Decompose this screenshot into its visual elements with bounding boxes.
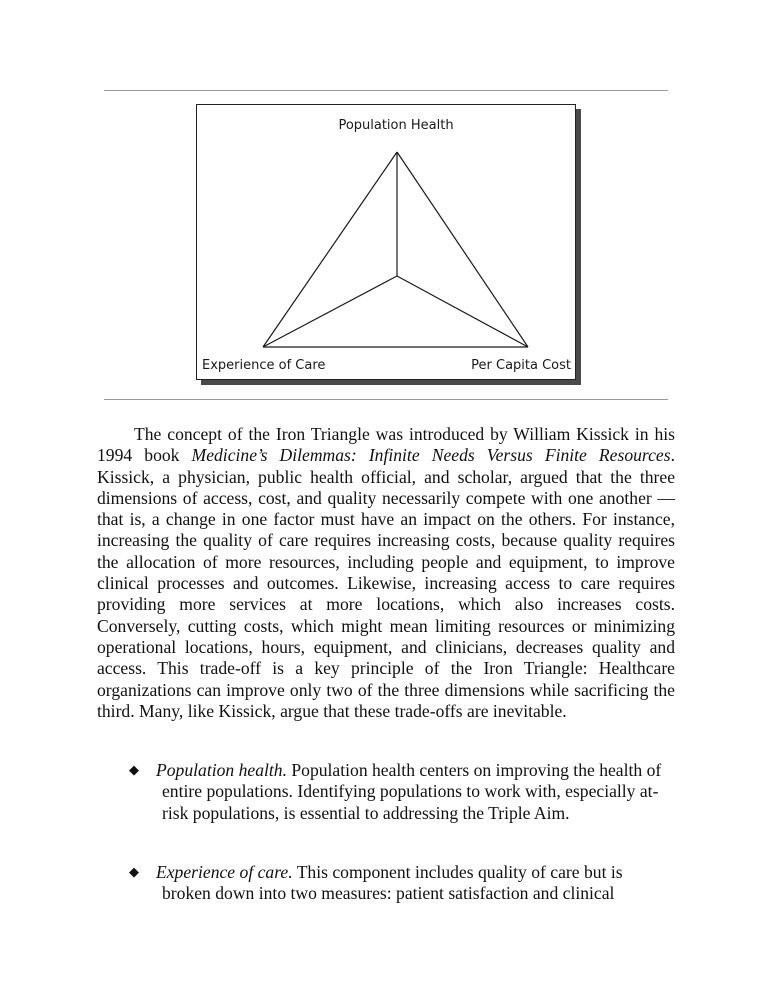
body-paragraph bbox=[97, 424, 675, 722]
bullet-description: This component includes quality of care but is broken down into two measures: patient satisfaction and clinical bbox=[162, 862, 623, 904]
bullet-population-health bbox=[129, 760, 674, 824]
triangle-edge-left bbox=[263, 152, 397, 347]
diamond-bullet-icon: ◆ bbox=[129, 865, 139, 880]
bullet-term: Population health. bbox=[156, 760, 287, 780]
paragraph-rest: . Kissick, a physician, public health official, and scholar, argued that the three dimensions of access, cost, and quality necessarily compete with one another —that is, a change in one factor must have an impact on the others. For instance, increasing the quality of care requires increasing costs, because quality requires the allocation of more resources, including people and equipment, to improve clinical processes and outcomes. Likewise, increasing access to care requires providing more services at more locations, which also increases costs. Conversely, cutting costs, which might mean limiting resources or minimizing operational locations, hours, equipment, and clinicians, decreases quality and access. This trade-off is a key principle of the Iron Triangle: Healthcare organizations can improve only two of the three dimensions while sacrificing the third. Many, like Kissick, argue that these trade-offs are inevitable. bbox=[97, 445, 675, 721]
paragraph-lead: The concept of the Iron Triangle was introduced by William Kissick in his 1994 book bbox=[97, 424, 675, 466]
spoke-left bbox=[263, 276, 397, 347]
diamond-bullet-icon: ◆ bbox=[129, 763, 139, 778]
bullet-text bbox=[129, 760, 674, 824]
spoke-right bbox=[397, 276, 528, 347]
bullet-description: Population health centers on improving the health of entire populations. Identifying populations to work with, especially at-risk populations, is essential to addressing the Triple Aim. bbox=[162, 760, 662, 823]
top-divider bbox=[104, 90, 668, 91]
bottom-divider bbox=[104, 399, 668, 400]
book-title: Medicine’s Dilemmas: Infinite Needs Versus Finite Resources bbox=[191, 445, 671, 466]
triangle-edge-right bbox=[397, 152, 528, 347]
label-population-health: Population Health bbox=[338, 118, 454, 133]
label-experience-of-care: Experience of Care bbox=[202, 358, 326, 373]
bullet-term: Experience of care. bbox=[156, 862, 293, 882]
triangle-diagram bbox=[197, 105, 575, 379]
iron-triangle-figure bbox=[196, 104, 576, 380]
label-per-capita-cost: Per Capita Cost bbox=[471, 358, 571, 373]
bullet-experience-of-care bbox=[129, 862, 674, 905]
bullet-text bbox=[129, 862, 674, 905]
